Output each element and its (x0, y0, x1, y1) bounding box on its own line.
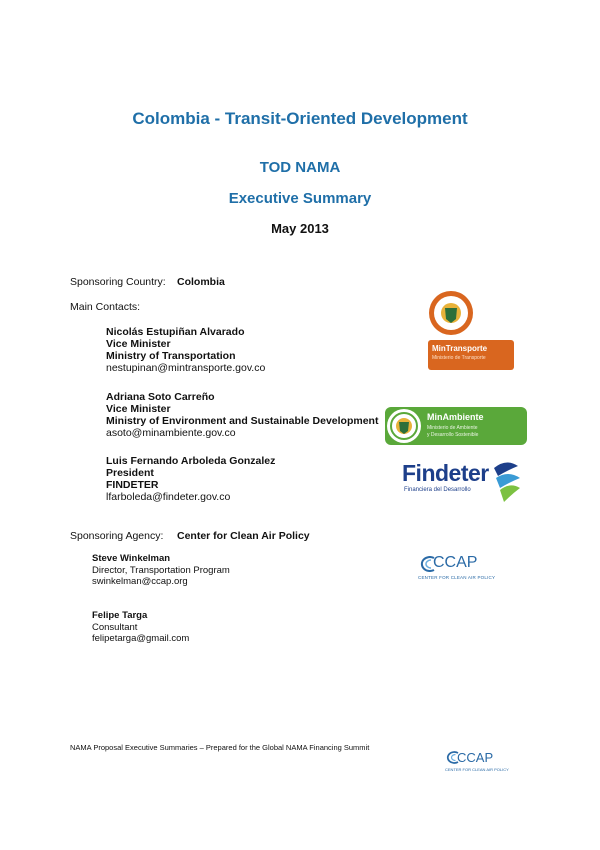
ccap-footer-name: CCAP (457, 750, 494, 765)
agency-contact-title: Director, Transportation Program (92, 564, 230, 576)
footer-text: NAMA Proposal Executive Summaries – Prepared for the Global NAMA Financing Summit (70, 743, 370, 752)
sponsoring-agency-value: Center for Clean Air Policy (177, 530, 310, 542)
contact-name: Nicolás Estupiñan Alvarado (106, 326, 245, 338)
agency-contact-name: Felipe Targa (92, 610, 148, 621)
ccap-name: CCAP (433, 554, 478, 571)
contact-block (106, 326, 265, 374)
sponsoring-country-label: Sponsoring Country: (70, 276, 166, 288)
mintransporte-name: MinTransporte (432, 344, 488, 353)
agency-contact-title: Consultant (92, 621, 138, 633)
agency-contact-name: Steve Winkelman (92, 553, 171, 564)
minambiente-logo (385, 407, 527, 445)
document-subtitle: TOD NAMA (259, 159, 341, 176)
ccap-footer-sub: CENTER FOR CLEAN AIR POLICY (445, 767, 509, 772)
mintransporte-logo (428, 288, 514, 370)
ccap-logo (418, 554, 498, 586)
document-title: Colombia - Transit-Oriented Development (132, 109, 468, 128)
document-type: Executive Summary (228, 190, 372, 207)
contact-title: President (106, 467, 154, 479)
contact-org: Ministry of Transportation (106, 350, 236, 362)
contact-block (106, 391, 378, 439)
ccap-sub: CENTER FOR CLEAN AIR POLICY (418, 575, 496, 580)
findeter-name: Findeter (402, 460, 489, 486)
findeter-sub: Financiera del Desarrollo (404, 487, 471, 493)
mintransporte-sub: Ministerio de Transporte (432, 355, 486, 361)
sponsoring-agency-label: Sponsoring Agency: (70, 530, 164, 542)
sponsoring-country-value: Colombia (177, 276, 225, 288)
document-date: May 2013 (271, 221, 329, 236)
contact-title: Vice Minister (106, 338, 171, 350)
main-contacts-label: Main Contacts: (70, 301, 141, 313)
findeter-logo (402, 458, 522, 504)
agency-contact-block (92, 553, 230, 588)
contact-org: FINDETER (106, 479, 159, 491)
agency-contact-email: swinkelman@ccap.org (92, 576, 188, 587)
findeter-wave-icon (490, 458, 522, 504)
contact-title: Vice Minister (106, 403, 171, 415)
contact-email: lfarboleda@findeter.gov.co (106, 491, 231, 503)
contact-org: Ministry of Environment and Sustainable Development (106, 415, 379, 427)
minambiente-sub1: Ministerio de Ambiente (427, 425, 478, 431)
minambiente-sub2: y Desarrollo Sostenible (427, 432, 479, 438)
contact-name: Adriana Soto Carreño (106, 391, 215, 403)
minambiente-name: MinAmbiente (427, 412, 484, 422)
contact-block (106, 455, 275, 503)
contact-email: nestupinan@mintransporte.gov.co (106, 362, 266, 374)
agency-contact-email: felipetarga@gmail.com (92, 633, 190, 644)
agency-contact-block (92, 610, 189, 645)
contact-email: asoto@minambiente.gov.co (106, 427, 236, 439)
contact-name: Luis Fernando Arboleda Gonzalez (106, 455, 276, 467)
ccap-footer-logo (445, 750, 515, 776)
